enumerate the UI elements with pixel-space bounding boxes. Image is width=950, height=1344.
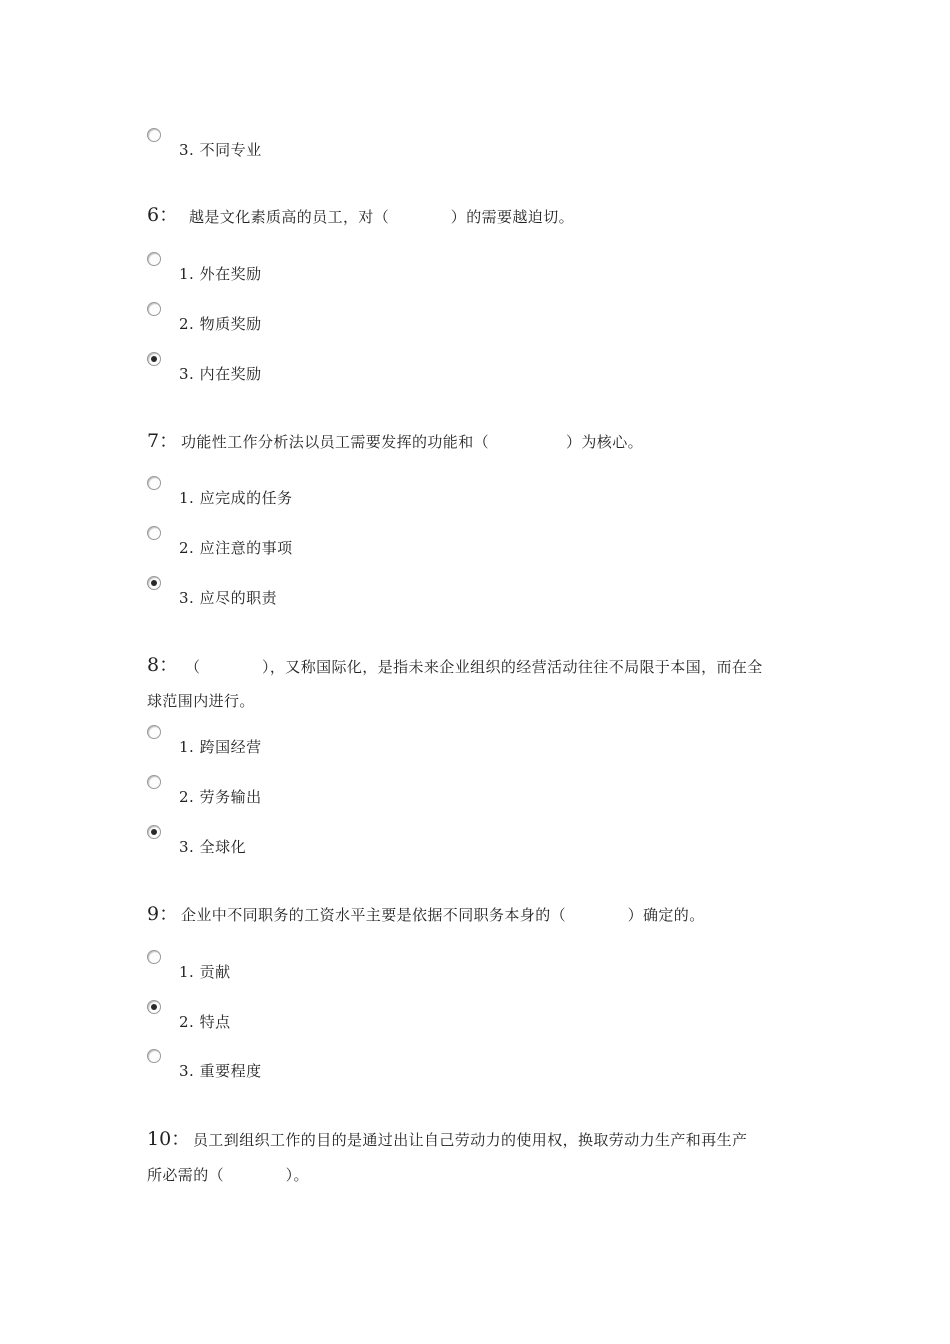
option-label: 1. 跨国经营 [179, 738, 262, 756]
q8-option-3[interactable] [147, 825, 747, 857]
question-number: 9： [147, 903, 179, 925]
question-text-line-1: （ ），又称国际化，是指未来企业组织的经营活动往往不局限于本国，而在全 [185, 658, 763, 676]
option-label: 1. 外在奖励 [179, 265, 262, 283]
option-label: 2. 特点 [179, 1013, 231, 1031]
option-label: 3. 应尽的职责 [179, 589, 278, 607]
radio-button[interactable] [147, 252, 161, 266]
radio-button-selected[interactable] [147, 352, 161, 366]
q9-option-3[interactable] [147, 1049, 747, 1081]
q6-option-3[interactable] [147, 352, 747, 384]
question-number: 6： [147, 204, 179, 226]
question-number: 7： [147, 430, 179, 452]
q6-option-2[interactable] [147, 302, 747, 334]
radio-button[interactable] [147, 526, 161, 540]
q7-option-2[interactable] [147, 526, 747, 558]
option-label: 2. 物质奖励 [179, 315, 262, 333]
radio-button[interactable] [147, 128, 161, 142]
option-label: 3. 重要程度 [179, 1062, 262, 1080]
q7-option-1[interactable] [147, 476, 747, 508]
question-text-line-1: 员工到组织工作的目的是通过出让自己劳动力的使用权，换取劳动力生产和再生产 [193, 1131, 748, 1149]
radio-button[interactable] [147, 476, 161, 490]
question-text-line-2: 所必需的（ ）。 [147, 1166, 309, 1184]
radio-button[interactable] [147, 775, 161, 789]
radio-button-selected[interactable] [147, 825, 161, 839]
q8-option-2[interactable] [147, 775, 747, 807]
radio-button[interactable] [147, 950, 161, 964]
question-number: 10： [147, 1128, 191, 1150]
option-label: 2. 应注意的事项 [179, 539, 293, 557]
radio-button[interactable] [147, 725, 161, 739]
radio-button-selected[interactable] [147, 1000, 161, 1014]
q5-option-3[interactable] [147, 128, 747, 160]
option-label: 1. 应完成的任务 [179, 489, 293, 507]
q9-option-2[interactable] [147, 1000, 747, 1032]
question-text: 企业中不同职务的工资水平主要是依据不同职务本身的（ ）确定的。 [181, 906, 705, 924]
q9-option-1[interactable] [147, 950, 747, 982]
radio-button-selected[interactable] [147, 576, 161, 590]
option-label: 1. 贡献 [179, 963, 231, 981]
q6-option-1[interactable] [147, 252, 747, 284]
option-label: 3. 不同专业 [179, 141, 262, 159]
radio-button[interactable] [147, 1049, 161, 1063]
question-number: 8： [147, 654, 179, 676]
question-text-line-2: 球范围内进行。 [147, 692, 255, 710]
q8-option-1[interactable] [147, 725, 747, 757]
question-text: 功能性工作分析法以员工需要发挥的功能和（ ）为核心。 [181, 433, 644, 451]
question-text: 越是文化素质高的员工，对（ ）的需要越迫切。 [189, 208, 575, 226]
option-label: 3. 内在奖励 [179, 365, 262, 383]
option-label: 2. 劳务输出 [179, 788, 262, 806]
q7-option-3[interactable] [147, 576, 747, 608]
option-label: 3. 全球化 [179, 838, 247, 856]
radio-button[interactable] [147, 302, 161, 316]
